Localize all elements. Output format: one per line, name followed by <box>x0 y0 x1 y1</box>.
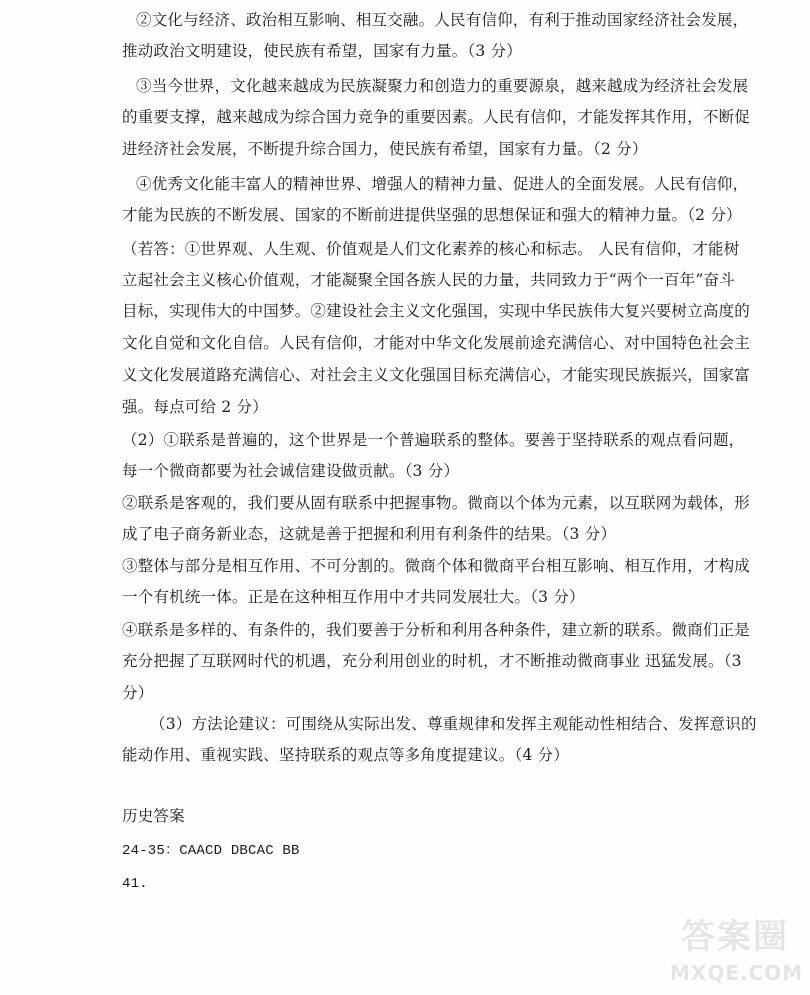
watermark-bottom: MXQE.COM <box>670 961 804 985</box>
text-line: ④联系是多样的、有条件的，我们要善于分析和利用各种条件，建立新的联系。微商们正是 <box>122 621 751 639</box>
text-line: 目标，实现伟大的中国梦。②建设社会主义文化强国，实现中华民族伟大复兴要树立高度的 <box>122 302 751 320</box>
text-line: 义文化发展道路充满信心、对社会主义文化强国目标充满信心，才能实现民族振兴，国家富 <box>122 366 751 384</box>
text-line: 一个有机统一体。正是在这种相互作用中才共同发展壮大。（3 分） <box>122 588 585 606</box>
text-line: 文化自觉和文化自信。人民有信仰，才能对中华文化发展前途充满信心、对中国特色社会主 <box>122 334 751 352</box>
text-line: ③当今世界，文化越来越成为民族凝聚力和创造力的重要源泉，越来越成为经济社会发展 <box>136 77 749 95</box>
text-line: ④优秀文化能丰富人的精神世界、增强人的精神力量、促进人的全面发展。人民有信仰， <box>136 175 749 193</box>
text-line: 每一个微商都要为社会诚信建设做贡献。（3 分） <box>122 462 460 480</box>
history-item: 41. <box>122 876 148 892</box>
text-line: 能动作用、重视实践、坚持联系的观点等多角度提建议。（4 分） <box>122 746 570 764</box>
text-line: 立起社会主义核心价值观，才能凝聚全国各族人民的力量，共同致力于“两个一百年”奋斗 <box>122 271 735 289</box>
text-line: 推动政治文明建设，使民族有希望，国家有力量。（3 分） <box>122 42 522 60</box>
text-line: 强。每点可给 2 分） <box>122 398 268 416</box>
text-line: 充分把握了互联网时代的机遇，充分利用创业的时机，才不断推动微商事业 迅猛发展。（3 <box>122 652 742 670</box>
text-line: ③整体与部分是相互作用、不可分割的。微商个体和微商平台相互影响、相互作用，才构成 <box>122 557 751 575</box>
text-line: 的重要支撑，越来越成为综合国力竞争的重要因素。人民有信仰，才能发挥其作用，不断促 <box>122 108 751 126</box>
text-line: 成了电子商务新业态，这就是善于把握和利用有利条件的结果。（3 分） <box>122 525 617 543</box>
watermark-top: 答案圈 <box>681 917 789 957</box>
text-line: （3）方法论建议：可围绕从实际出发、尊重规律和发挥主观能动性相结合、发挥意识的 <box>150 715 757 733</box>
text-line: （若答：①世界观、人生观、价值观是人们文化素养的核心和标志。 人民有信仰，才能树 <box>122 240 740 258</box>
text-line: （2）①联系是普遍的，这个世界是一个普遍联系的整体。要善于坚持联系的观点看问题， <box>122 431 745 449</box>
text-line: ②文化与经济、政治相互影响、相互交融。人民有信仰，有利于推动国家经济社会发展， <box>136 11 749 29</box>
text-line: ②联系是客观的，我们要从固有联系中把握事物。微商以个体为元素，以互联网为载体，形 <box>122 494 751 512</box>
text-line: 才能为民族的不断发展、国家的不断前进提供坚强的思想保证和强大的精神力量。（2 分） <box>122 206 742 224</box>
history-heading: 历史答案 <box>122 807 185 825</box>
watermark-logo <box>670 909 804 989</box>
text-line: 分） <box>122 684 154 702</box>
text-line: 进经济社会发展，不断提升综合国力，使民族有希望，国家有力量。（2 分） <box>122 140 648 158</box>
history-answers: 24-35：CAACD DBCAC BB <box>122 843 300 859</box>
